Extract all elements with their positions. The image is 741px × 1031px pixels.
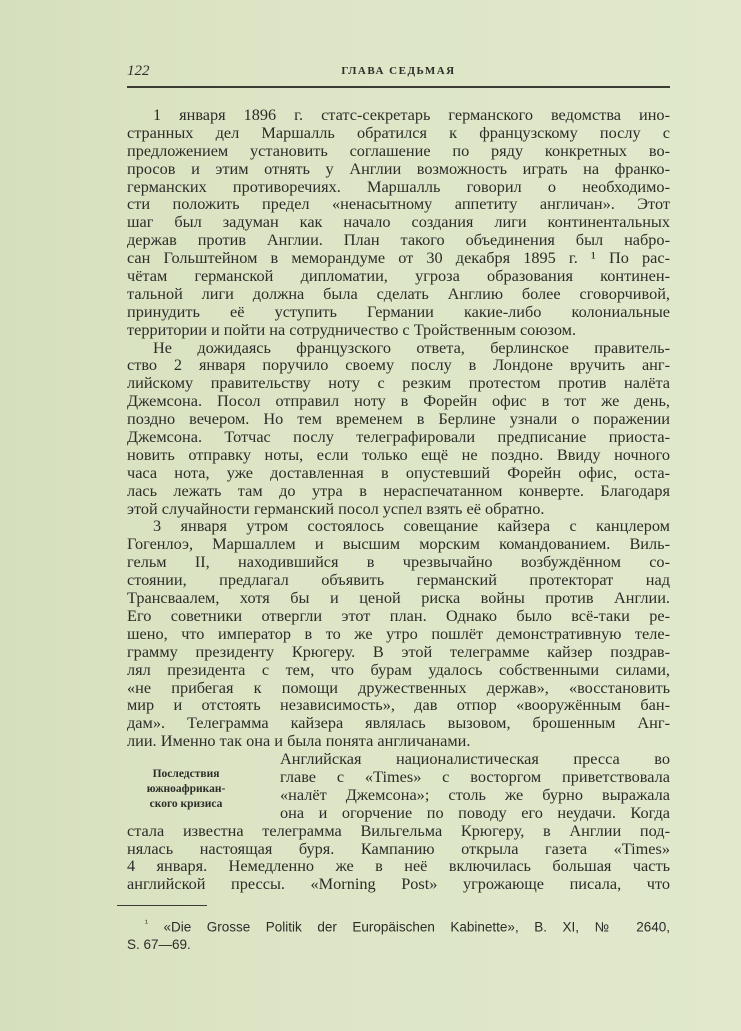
text-line: главе с «Times» с восторгом приветствовала: [280, 766, 670, 786]
running-head: ГЛАВА СЕДЬМАЯ: [341, 65, 456, 77]
text-line: Не дожидаясь французского ответа, берлинское правитель-: [153, 337, 670, 357]
text-line: ство 2 января поручило своему послу в Лондоне вручить анг-: [127, 355, 670, 375]
text-line: шаг был задуман как начало создания лиги континентальных: [127, 212, 670, 232]
footnote-rule: [117, 905, 207, 906]
text-line: предложением установить соглашение по ряду конкретных во-: [127, 140, 670, 160]
text-line: стоянии, предлагал объявить германский протекторат над: [127, 570, 670, 590]
text-line: она и огорчение по поводу его неудачи. Когда: [280, 802, 670, 822]
text-line: Его советники отвергли этот план. Однако было всё-таки ре-: [127, 605, 670, 625]
text-line: Английская националистическая пресса во: [280, 749, 670, 769]
text-line: лии. Именно так она и была понята англичанами.: [127, 731, 471, 751]
text-line: Джемсона. Тотчас послу телеграфировали предписание приоста-: [127, 427, 670, 447]
text-line: странных дел Маршалль обратился к французскому послу с: [127, 122, 670, 142]
text-line: 3 января утром состоялось совещание кайзера с канцлером: [153, 516, 670, 536]
text-line: 4 января. Немедленно же в неё включилась большая часть: [127, 856, 670, 876]
footnote-marker: ¹: [145, 918, 148, 928]
margin-note: [127, 767, 245, 812]
text-line: грамму президенту Крюгеру. В этой телеграмме кайзер поздрав-: [127, 641, 670, 661]
text-line: просов и этим отнять у Англии возможность играть на франко-: [127, 158, 670, 178]
text-line: 1 января 1896 г. статс-секретарь германского ведомства ино-: [153, 105, 670, 124]
text-line: принудить её уступить Германии какие-либо колониальные: [127, 301, 670, 321]
text-line: лял президента с тем, что бурам удалось собственными силами,: [127, 659, 670, 679]
text-line: дам». Телеграмма кайзера являлась вызовом, брошенным Анг-: [127, 713, 670, 733]
header-rule: [127, 86, 670, 88]
text-line: германских противоречиях. Маршалль говорил о необходимо-: [127, 176, 670, 196]
footnote: [127, 915, 670, 953]
page-number: 122: [127, 63, 150, 79]
text-line: шено, что император в то же утро пошлёт демонстративную теле-: [127, 623, 670, 643]
text-line: Гогенлоэ, Маршаллем и высшим морским командованием. Виль-: [127, 534, 670, 554]
text-line: территории и пойти на сотрудничество с Тройственным союзом.: [127, 319, 577, 339]
text-line: «налёт Джемсона»; столь же бурно выражала: [280, 784, 670, 804]
text-line: сти положить предел «ненасытному аппетиту англичан». Этот: [127, 194, 670, 214]
text-line: Джемсона. Посол отправил ноту в Форейн офис в тот же день,: [127, 391, 670, 411]
text-line: поздно вечером. Но тем временем в Берлине узнали о поражении: [127, 409, 670, 429]
text-line: Трансваалем, хотя бы и ценой риска войны против Англии.: [127, 588, 670, 608]
text-line: «не прибегая к помощи дружественных держав», «восстановить: [127, 677, 670, 697]
text-line: чётам германской дипломатии, угроза образования континен-: [127, 266, 670, 286]
text-line: этой случайности германский посол успел взять её обратно.: [127, 498, 545, 518]
text-line: тальной лиги должна была сделать Англию более сговорчивой,: [127, 283, 670, 303]
text-line: лийскому правительству ноту с резким протестом против налёта: [127, 373, 670, 393]
text-line: стала известна телеграмма Вильгельма Крюгеру, в Англии под-: [127, 820, 670, 840]
text-line: часа нота, уже доставленная в опустевший Форейн офис, оста-: [127, 462, 670, 482]
text-line: мир и отстоять независимость», дав отпор «вооружённым бан-: [127, 695, 670, 715]
text-line: держав против Англии. План такого объединения был набро-: [127, 230, 670, 250]
text-line: лась лежать там до утра в нераспечатанном конверте. Благодаря: [127, 480, 670, 500]
footnote-text: «Die Grosse Politik der Europäischen Kabinette», B. XI, № 2640,: [163, 919, 670, 935]
margin-note-line: южноафрикан-: [146, 783, 226, 795]
text-line: нялась настоящая буря. Кампанию открыла газета «Times»: [127, 838, 670, 858]
text-line: гельм II, находившийся в чрезвычайно возбуждённом со-: [127, 552, 670, 572]
margin-note-line: Последствия: [152, 768, 220, 780]
footnote-text: S. 67—69.: [127, 936, 191, 952]
text-line: новить отправку ноты, если только ещё не поздно. Ввиду ночного: [127, 444, 670, 464]
text-line: сан Гольштейном в меморандуме от 30 декабря 1895 г. ¹ По рас-: [127, 248, 670, 268]
margin-note-line: ского кризиса: [149, 798, 223, 810]
text-line: английской прессы. «Morning Post» угрожающе писала, что: [127, 874, 670, 894]
